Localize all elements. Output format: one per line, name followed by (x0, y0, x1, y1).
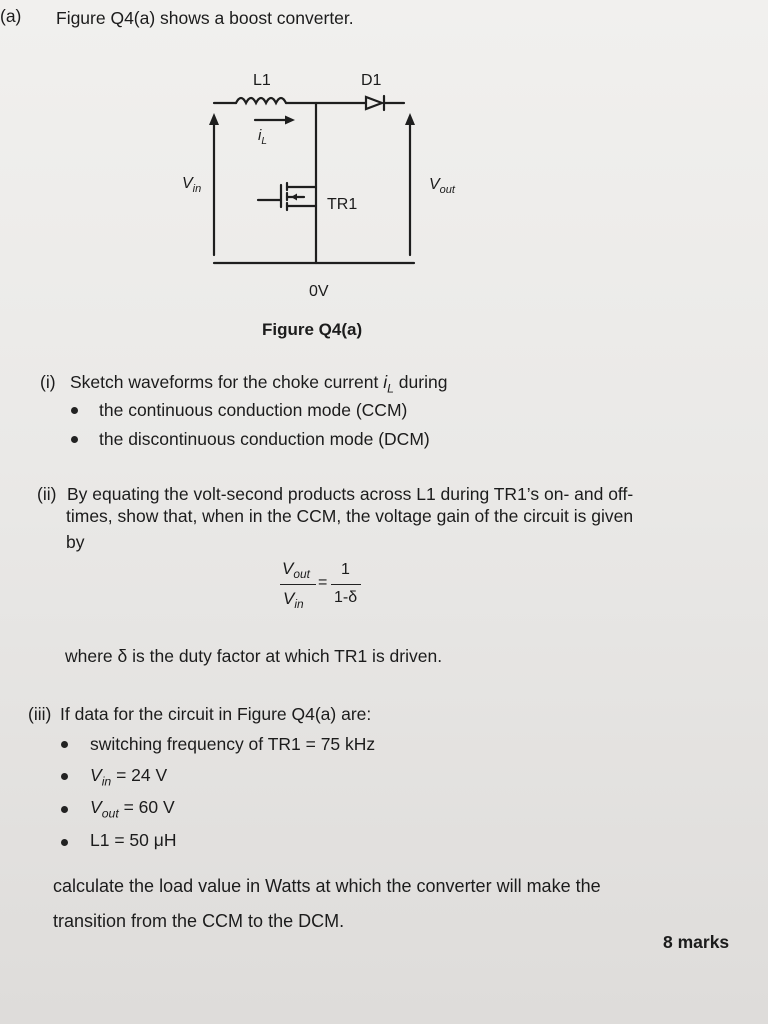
label-l1: L1 (253, 72, 271, 89)
part-i-bullet-ccm: the continuous conduction mode (CCM) (99, 400, 408, 420)
part-ii-line1: By equating the volt-second products across L1 during TR1’s on- and off- (67, 484, 634, 504)
label-vout: $V_{out}$ (429, 176, 455, 196)
part-iii-label: (iii) (28, 704, 52, 724)
eq-numerator-right: 1 (341, 561, 350, 578)
eq-denominator-right: 1-δ (334, 589, 358, 606)
part-iii-bullet-vout: $V_{out} = 60$ V (90, 797, 175, 821)
part-ii-label: (ii) (37, 484, 57, 504)
label-0v: 0V (309, 283, 329, 300)
eq-numerator-left: $V_{out}$ (282, 559, 310, 582)
part-ii-where: where δ is the duty factor at which TR1 is driven. (65, 646, 443, 666)
part-iii-bullet-l1: L1 = 50 μH (90, 830, 177, 850)
part-iii-calc-line2: transition from the CCM to the DCM. (53, 911, 345, 931)
part-ii-line3: by (66, 532, 85, 552)
eq-denominator-left: $V_{in}$ (283, 589, 304, 612)
eq-fraction-bar-left (280, 584, 316, 585)
part-i-text: Sketch waveforms for the choke current $i_L$ during (70, 372, 448, 396)
question-label: (a) (0, 6, 22, 26)
boost-converter-circuit (0, 0, 768, 360)
part-i-label: (i) (40, 372, 56, 392)
label-vin: $V_{in}$ (182, 175, 202, 195)
bullet-dot (61, 741, 68, 748)
marks-label: 8 marks (663, 932, 730, 952)
bullet-dot (61, 806, 68, 813)
label-il: $i_L$ (258, 127, 267, 147)
question-intro: Figure Q4(a) shows a boost converter. (56, 8, 354, 28)
part-iii-calc-line1: calculate the load value in Watts at which the converter will make the (53, 876, 601, 896)
part-ii-line2: times, show that, when in the CCM, the voltage gain of the circuit is given (66, 506, 634, 526)
part-i-bullet-dcm: the discontinuous conduction mode (DCM) (99, 429, 430, 449)
label-tr1: TR1 (327, 196, 358, 213)
vin-arrow-head (209, 113, 219, 125)
bullet-dot (61, 773, 68, 780)
tr1-body-arrow (291, 194, 297, 201)
vout-arrow-head (405, 113, 415, 125)
bullet-dot (71, 436, 78, 443)
eq-equals: = (318, 574, 328, 591)
label-d1: D1 (361, 72, 382, 89)
diode-d1-body (366, 97, 382, 109)
eq-fraction-bar-right (331, 584, 361, 585)
figure-caption: Figure Q4(a) (262, 320, 363, 339)
il-arrow-head (285, 116, 295, 125)
part-iii-bullet-frequency: switching frequency of TR1 = 75 kHz (90, 734, 376, 754)
bullet-dot (71, 407, 78, 414)
part-iii-bullet-vin: $V_{in} = 24$ V (90, 765, 168, 789)
bullet-dot (61, 839, 68, 846)
inductor-l1-coil (236, 98, 286, 103)
part-iii-intro: If data for the circuit in Figure Q4(a) are: (60, 704, 372, 724)
